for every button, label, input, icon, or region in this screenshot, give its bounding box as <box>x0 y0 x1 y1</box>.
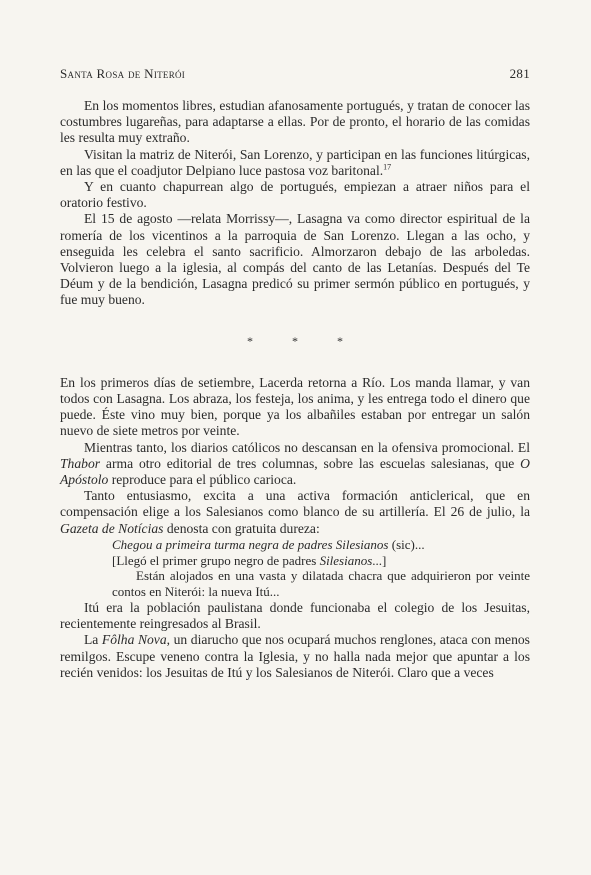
quote-translation-text: [Llegó el primer grupo negro de padres <box>112 552 320 568</box>
running-head-title: Santa Rosa de Niterói <box>60 66 186 81</box>
block-quote <box>112 537 530 600</box>
quote-translation <box>112 553 530 569</box>
running-head <box>60 66 530 86</box>
periodical-title: Thabor <box>60 455 101 471</box>
paragraph <box>60 632 530 681</box>
periodical-title: Gazeta de Notícias <box>60 520 164 536</box>
page-body <box>60 98 530 681</box>
paragraph: Y en cuanto chapurrean algo de portugués, empiezan a atraer niños para el oratorio festivo. <box>60 179 530 211</box>
paragraph-text: La <box>84 632 102 648</box>
paragraph: En los momentos libres, estudian afanosamente portugués, y tratan de conocer las costumbres lugareñas, para adaptarse a ellas. Por de pronto, el horario de las comidas les resulta muy extraño. <box>60 98 530 146</box>
footnote-reference: 17 <box>383 162 392 172</box>
section-separator <box>60 333 530 349</box>
quote-translation-italic: Silesianos <box>319 552 373 568</box>
paragraph: En los primeros días de setiembre, Lacerda retorna a Río. Los manda llamar, y van todos con Lasagna. Los abraza, los festeja, los anima, y les entrega todo el dinero que puede. Éste vino muy bien, porque ya los albañiles estaban por entregar un salón nuevo de siete metros por veinte. <box>60 374 530 439</box>
quote-translation-text: ...] <box>372 552 387 568</box>
paragraph-text: Mientras tanto, los diarios católicos no descansan en la ofensiva promocional. El <box>84 439 530 455</box>
periodical-title: O Apóstolo <box>60 455 530 488</box>
paragraph-text: Tanto entusiasmo, excita a una activa formación anticlerical, que en compensación elige a los Salesianos como blanco de su artillería. El 26 de julio, la <box>60 488 530 520</box>
paragraph <box>60 488 530 537</box>
paragraph: El 15 de agosto —relata Morrissy—, Lasagna va como director espiritual de la romería de los vicentinos a la parroquia de San Lorenzo. Llegan a las ocho, y enseguida les celebra el santo sacrificio. Almorzaron debajo de las arboledas. Volvieron luego a la iglesia, al compás del canto de las Letanías. Después del Te Déum y de la bendición, Lasagna predicó su primer sermón público en portugués, y fue muy bueno. <box>60 211 530 308</box>
quote-line <box>112 537 530 553</box>
paragraph-text: denosta con gratuita dureza: <box>163 520 320 536</box>
paragraph <box>60 440 530 489</box>
paragraph <box>60 147 530 179</box>
paragraph-text: Visitan la matriz de Niterói, San Lorenzo, y participan en las funciones litúrgicas, en las que el coadjutor Delpiano luce pastosa voz baritonal. <box>60 146 530 178</box>
paragraph-text: reproduce para el público carioca. <box>108 472 297 488</box>
paragraph-text: arma otro editorial de tres columnas, sobre las escuelas salesianas, que <box>100 455 521 471</box>
separator-star: * <box>247 333 253 348</box>
quote-original: Chegou a primeira turma negra de padres Silesianos <box>112 536 389 552</box>
separator-star: * <box>292 333 298 348</box>
quote-continuation: Están alojados en una vasta y dilatada chacra que adquirieron por veinte contos en Niterói: la nueva Itú... <box>112 568 530 600</box>
paragraph: Itú era la población paulistana donde funcionaba el colegio de los Jesuitas, recientemente reingresados al Brasil. <box>60 600 530 632</box>
periodical-title: Fôlha Nova <box>101 632 167 648</box>
separator-star: * <box>337 333 343 348</box>
paragraph-text: , un diarucho que nos ocupará muchos renglones, ataca con menos remilgos. Escupe veneno contra la Iglesia, y no halla nada mejor que apuntar a los recién venidos: los Jesuitas de Itú y los Salesianos de Niterói. Claro que a veces <box>60 632 530 680</box>
quote-sic: (sic)... <box>388 536 425 552</box>
page-number: 281 <box>509 66 530 81</box>
